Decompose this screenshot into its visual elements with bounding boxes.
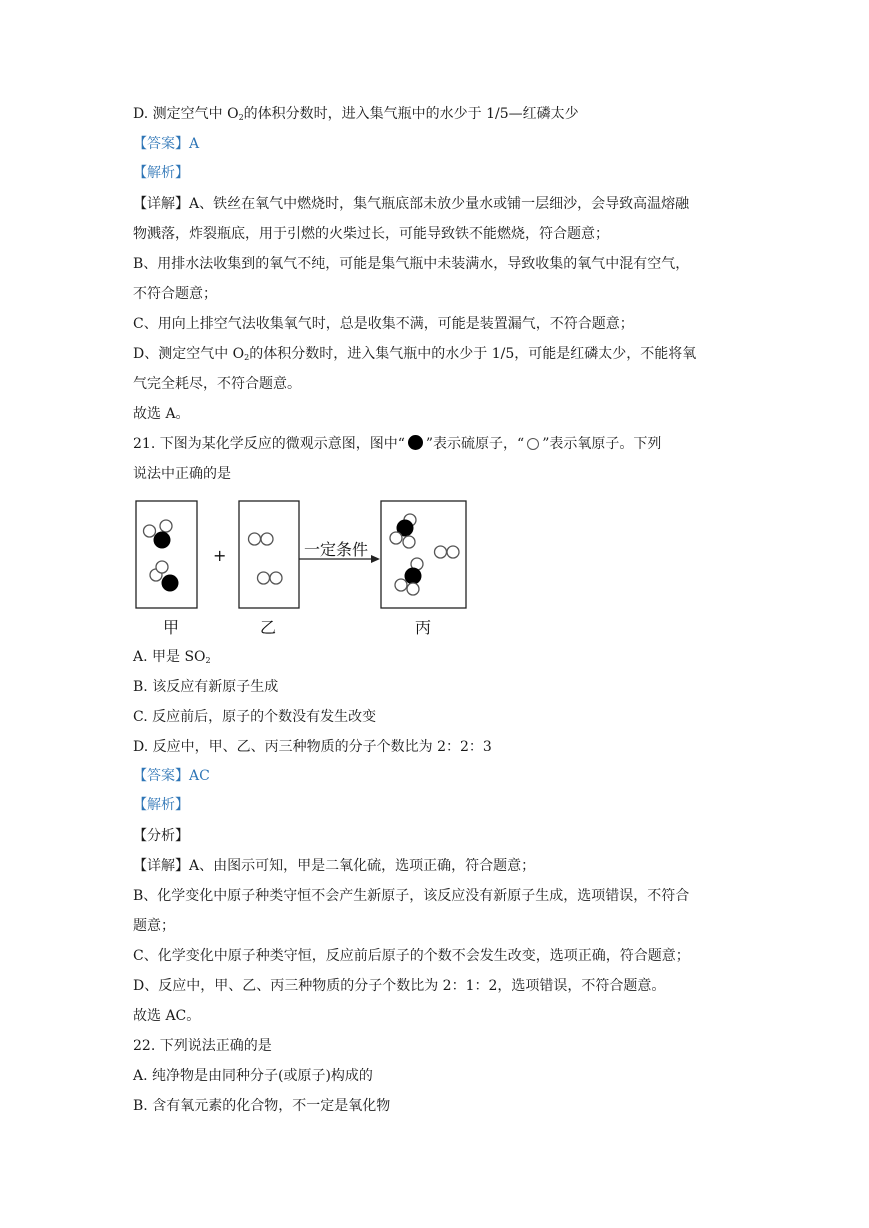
detail-line-7: 气完全耗尽，不符合题意。: [133, 376, 301, 392]
analysis-sub-21: 【分析】: [133, 828, 189, 844]
box-bing: [381, 501, 466, 608]
label-yi: 乙: [260, 618, 277, 637]
box-yi: [239, 501, 299, 608]
plus-sign: +: [213, 546, 227, 565]
detail-21-line-5: D、反应中，甲、乙、丙三种物质的分子个数比为 2：1：2，选项错误，不符合题意。: [133, 978, 666, 994]
detail-line-2: 物溅落，炸裂瓶底，用于引燃的火柴过长，可能导致铁不能燃烧，符合题意；: [133, 226, 609, 242]
detail-line-1: 【详解】A、铁丝在氧气中燃烧时，集气瓶底部未放少量水或铺一层细沙，会导致高温熔融: [133, 196, 690, 212]
question-22-option-a: A. 纯净物是由同种分子(或原子)构成的: [133, 1068, 373, 1084]
detail-line-5: C、用向上排空气法收集氧气时，总是收集不满，可能是装置漏气，不符合题意；: [133, 316, 634, 332]
question-21-stem: 21. 下图为某化学反应的微观示意图，图中“ ”表示硫原子，“ ”表示氧原子。下列: [133, 436, 662, 452]
option-a: A. 甲是 $SO_2$: [133, 649, 211, 665]
option-c: C. 反应前后，原子的个数没有发生改变: [133, 709, 377, 725]
reaction-arrow: [299, 540, 380, 563]
question-21-stem-line-2: 说法中正确的是: [133, 466, 231, 482]
analysis-21: 【解析】: [133, 797, 189, 813]
detail-line-4: 不符合题意；: [133, 286, 217, 302]
answer-21: 【答案】AC: [133, 768, 210, 784]
detail-21-line-1: 【详解】A、由图示可知，甲是二氧化硫，选项正确，符合题意；: [133, 858, 536, 874]
detail-21-line-3: 题意；: [133, 918, 175, 934]
answer-tag: 【答案】A: [133, 136, 200, 152]
prev-option-d: D. 测定空气中 $O_2$的体积分数时，进入集气瓶中的水少于 1/5—红磷太少: [133, 106, 579, 122]
sulfur-atom-icon: [408, 435, 423, 450]
condition-text: 一定条件: [304, 540, 369, 559]
option-d: D. 反应中，甲、乙、丙三种物质的分子个数比为 2：2：3: [133, 739, 492, 755]
detail-21-line-4: C、化学变化中原子种类守恒，反应前后原子的个数不会发生改变，选项正确，符合题意；: [133, 948, 690, 964]
detail-21-line-2: B、化学变化中原子种类守恒不会产生新原子，该反应没有新原子生成，选项错误，不符合: [133, 888, 690, 904]
question-22-option-b: B. 含有氧元素的化合物，不一定是氧化物: [133, 1098, 391, 1114]
detail-line-6: D、测定空气中 $O_2$的体积分数时，进入集气瓶中的水少于 1/5，可能是红磷太少，不能将氧: [133, 346, 697, 362]
analysis-tag: 【解析】: [133, 165, 189, 181]
label-jia: 甲: [163, 618, 180, 637]
option-b: B. 该反应有新原子生成: [133, 679, 279, 695]
conclusion-21: 故选 AC。: [133, 1008, 201, 1024]
question-22-stem: 22. 下列说法正确的是: [133, 1038, 272, 1054]
detail-line-3: B、用排水法收集到的氧气不纯，可能是集气瓶中未装满水，导致收集的氧气中混有空气，: [133, 256, 690, 272]
oxygen-atom-icon: [527, 438, 539, 450]
box-jia: [136, 501, 197, 608]
conclusion-line: 故选 A。: [133, 406, 190, 422]
label-bing: 丙: [415, 618, 432, 637]
reaction-diagram: [133, 497, 473, 645]
